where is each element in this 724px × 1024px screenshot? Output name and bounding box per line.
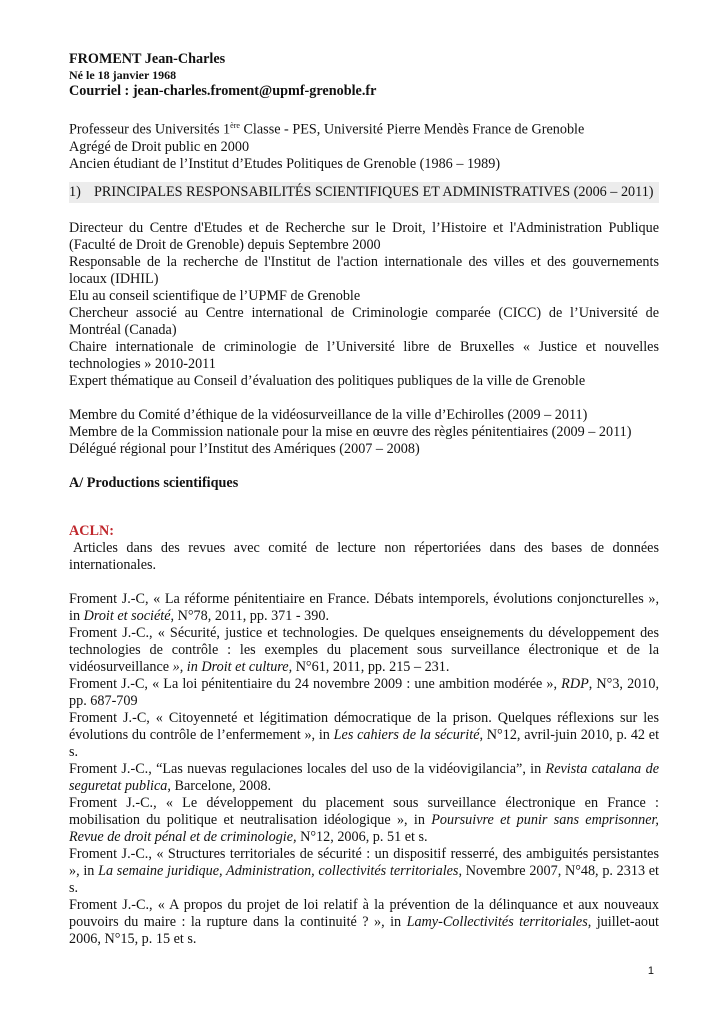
responsibility-item: Expert thématique au Conseil d’évaluation des politiques publiques de la ville de Grenoble	[69, 372, 586, 389]
productions-heading: A/ Productions scientifiques	[69, 474, 239, 491]
article-entry: Froment J.-C., « A propos du projet de loi relatif à la prévention de la délinquance et aux nouveaux pouvoirs du maire : la rupture dans la continuité ? », in Lamy-Collectivités territoriales, juillet-aout 2006, N°15, p. 15 et s.	[69, 896, 659, 947]
status-line-3: Ancien étudiant de l’Institut d’Etudes Politiques de Grenoble (1986 – 1989)	[69, 155, 501, 172]
article-entry: Froment J.-C, « Citoyenneté et légitimation démocratique de la prison. Quelques réflexions sur les évolutions du contrôle de l’enfermement », in Les cahiers de la sécurité, N°12, avril-juin 2010, p. 42 et s.	[69, 709, 660, 760]
responsibility-item: Elu au conseil scientifique de l’UPMF de Grenoble	[69, 287, 361, 304]
article-entry: Froment J.-C., « Structures territoriales de sécurité : un dispositif resserré, des ambiguités persistantes », in La semaine juridique, Administration, collectivités territoriales, Novembre 2007, N°48, p. 2313 et s.	[69, 845, 659, 896]
memberships-list	[69, 407, 659, 458]
responsibility-item: Directeur du Centre d'Etudes et de Recherche sur le Droit, l’Histoire et l'Administration Publique (Faculté de Droit de Grenoble) depuis Septembre 2000	[69, 219, 659, 253]
acln-description: Articles dans des revues avec comité de lecture non répertoriées dans des bases de données internationales.	[69, 539, 659, 573]
responsibility-item: Chercheur associé au Centre international de Criminologie comparée (CICC) de l’Université de Montréal (Canada)	[69, 304, 659, 338]
article-entry: Froment J.-C, « La réforme pénitentiaire en France. Débats intemporels, évolutions conjoncturelles », in Droit et société, N°78, 2011, pp. 371 - 390.	[69, 590, 659, 624]
page-number: 1	[647, 965, 654, 977]
article-entry: Froment J.-C., « Le développement du placement sous surveillance électronique en France : mobilisation du politique et neutralisation idéologique », in Poursuivre et punir sans emprisonner, Revue de droit pénal et de criminologie, N°12, 2006, p. 51 et s.	[69, 794, 659, 845]
section-heading-1	[69, 182, 659, 203]
membership-item: Délégué régional pour l’Institut des Amériques (2007 – 2008)	[69, 440, 420, 457]
section-number: 1)	[69, 183, 81, 200]
acln-label: ACLN:	[69, 522, 114, 539]
responsibility-item: Responsable de la recherche de l'Institut de l'action internationale des villes et des gouvernements locaux (IDHIL)	[69, 253, 659, 287]
section-title: PRINCIPALES RESPONSABILITÉS SCIENTIFIQUES ET ADMINISTRATIVES (2006 – 2011)	[94, 183, 654, 200]
article-entry: Froment J.-C., “Las nuevas regulaciones locales del uso de la vidéovigilancia”, in Revista catalana de seguretat publica, Barcelone, 2008.	[69, 760, 659, 794]
birth-date: Né le 18 janvier 1968	[69, 68, 177, 82]
article-entry: Froment J.-C., « Sécurité, justice et technologies. De quelques enseignements du développement des technologies de contrôle : les exemples du placement sous surveillance électronique et de la vidéosurveillance », in Droit et culture, N°61, 2011, pp. 215 – 231.	[69, 624, 659, 675]
responsibilities-list	[69, 220, 659, 390]
email-line: Courriel : jean-charles.froment@upmf-grenoble.fr	[69, 83, 377, 99]
document-page	[69, 51, 659, 948]
membership-item: Membre du Comité d’éthique de la vidéosurveillance de la ville d’Echirolles (2009 – 2011)	[69, 406, 588, 423]
responsibility-item: Chaire internationale de criminologie de l’Université libre de Bruxelles « Justice et nouvelles technologies » 2010-2011	[69, 338, 659, 372]
status-line-1: Professeur des Universités 1ère Classe - PES, Université Pierre Mendès France de Grenoble	[69, 121, 585, 138]
articles-list	[69, 591, 659, 948]
article-entry: Froment J.-C, « La loi pénitentiaire du 24 novembre 2009 : une ambition modérée », RDP, N°3, 2010, pp. 687-709	[69, 675, 659, 709]
status-line-2: Agrégé de Droit public en 2000	[69, 138, 250, 155]
membership-item: Membre de la Commission nationale pour la mise en œuvre des règles pénitentiaires (2009 – 2011)	[69, 423, 632, 440]
author-name: FROMENT Jean-Charles	[69, 51, 226, 67]
